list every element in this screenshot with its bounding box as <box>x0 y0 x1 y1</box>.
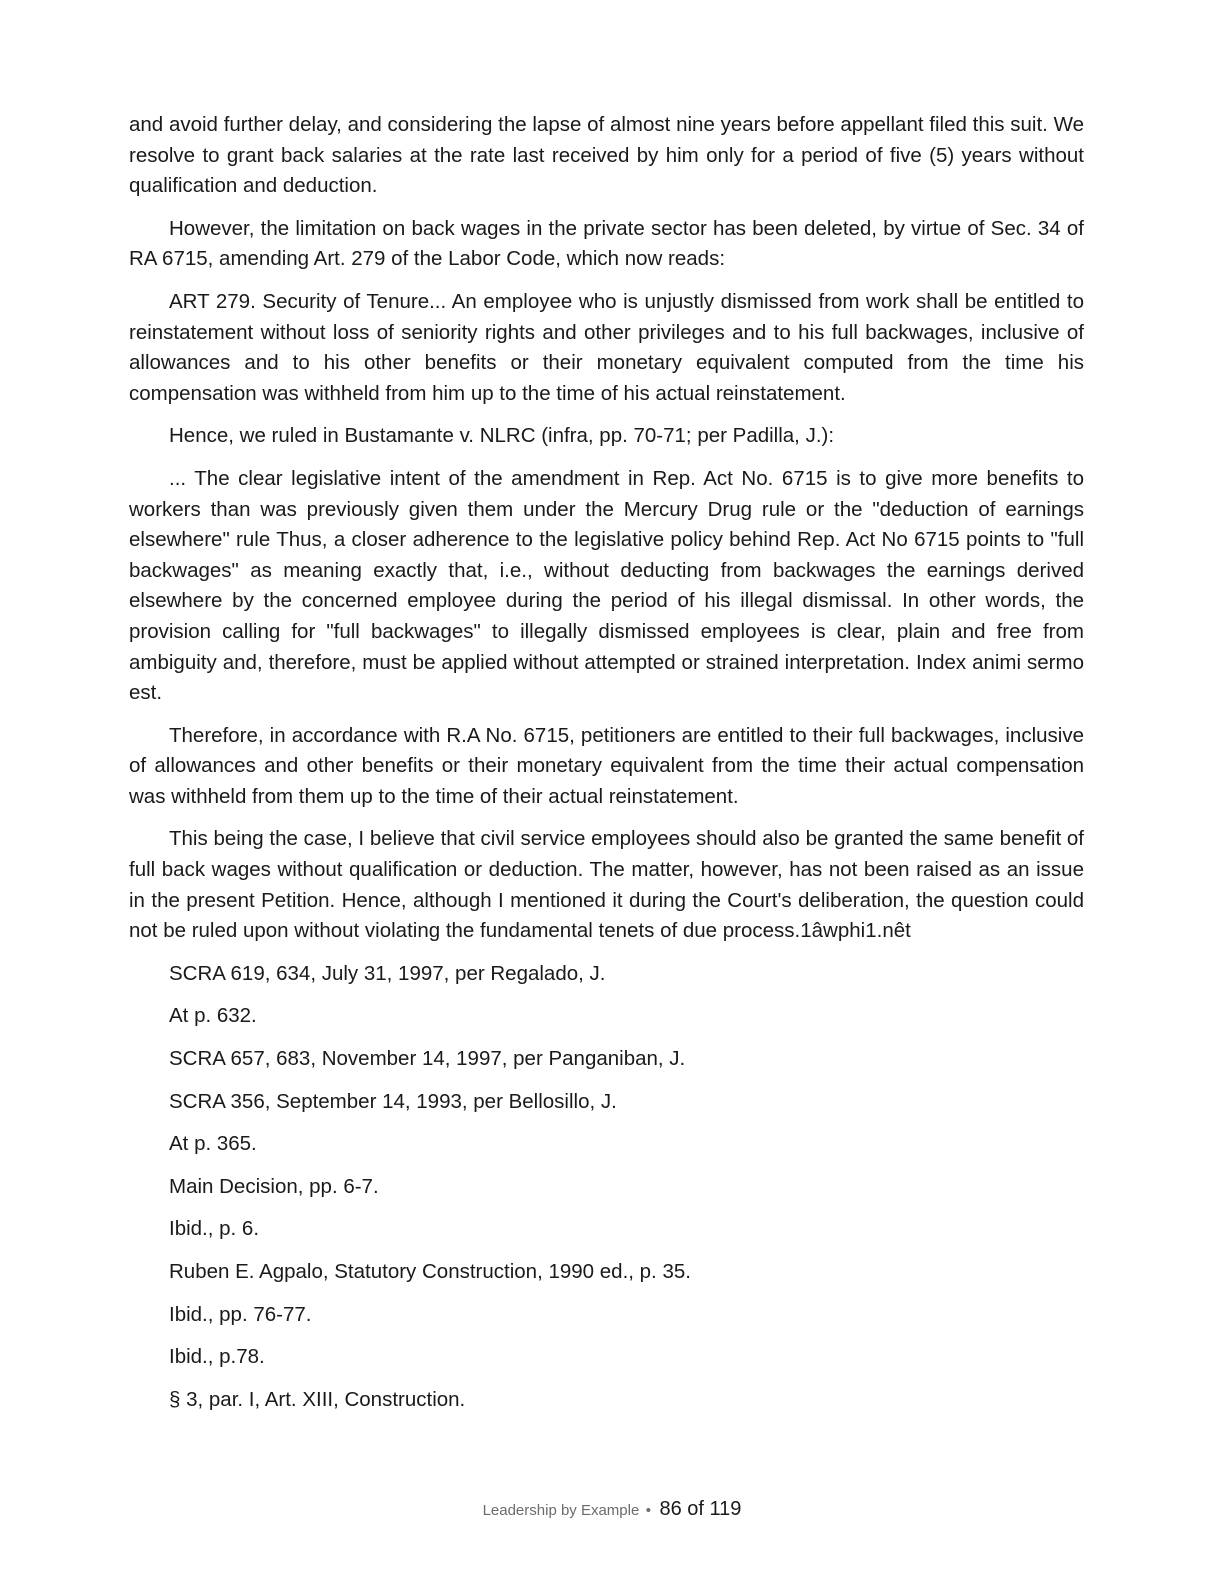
body-paragraph: and avoid further delay, and considering the lapse of almost nine years before appellant filed this suit. We resolve to grant back salaries at the rate last received by him only for a period of five (5) years without qualification and deduction. <box>129 113 1084 198</box>
footnotes-list <box>129 959 1084 1416</box>
footer-bullet: • <box>645 1502 652 1519</box>
quoted-article-paragraph: ART 279. Security of Tenure... An employee who is unjustly dismissed from work shall be entitled to reinstatement without loss of seniority rights and other privileges and to his full backwages, inclusive of allowances and to his other benefits or their monetary equivalent computed from the time his compensation was withheld from him up to the time of his actual reinstatement. <box>129 289 1084 405</box>
footnote-item: At p. 632. <box>169 1004 257 1028</box>
footnote-item: Ruben E. Agpalo, Statutory Construction, 1990 ed., p. 35. <box>169 1260 691 1283</box>
footnote-item: Main Decision, pp. 6-7. <box>169 1174 379 1198</box>
footnote-item: At p. 365. <box>169 1132 257 1156</box>
footnote-item: Ibid., p.78. <box>169 1345 265 1369</box>
footnote-item: Ibid., p. 6. <box>169 1217 260 1241</box>
footnote-item: SCRA 619, 634, July 31, 1997, per Regalado, J. <box>169 961 606 985</box>
body-paragraph: Therefore, in accordance with R.A No. 6715, petitioners are entitled to their full backwages, inclusive of allowances and other benefits or their monetary equivalent from the time their actual compensation was withheld from them up to the time of their actual reinstatement. <box>129 723 1084 808</box>
body-paragraph: However, the limitation on back wages in the private sector has been deleted, by virtue of Sec. 34 of RA 6715, amending Art. 279 of the Labor Code, which now reads: <box>129 216 1084 271</box>
page-footer <box>0 1498 1224 1521</box>
footnote-item: § 3, par. I, Art. XIII, Construction. <box>169 1387 466 1411</box>
footnote-item: SCRA 657, 683, November 14, 1997, per Panganiban, J. <box>169 1047 686 1071</box>
body-paragraph: This being the case, I believe that civil service employees should also be granted the same benefit of full back wages without qualification or deduction. The matter, however, has not been raised as an issue in the present Petition. Hence, although I mentioned it during the Court's deliberation, the question could not be ruled upon without violating the fundamental tenets of due process.1âwphi1.nêt <box>129 827 1084 943</box>
quoted-ruling-paragraph: ... The clear legislative intent of the amendment in Rep. Act No. 6715 is to give more benefits to workers than was previously given them under the Mercury Drug rule or the "deduction of earnings elsewhere" rule Thus, a closer adherence to the legislative policy behind Rep. Act No 6715 points to "full backwages" as meaning exactly that, i.e., without deducting from backwages the earnings derived elsewhere by the concerned employee during the period of his illegal dismissal. In other words, the provision calling for "full backwages" to illegally dismissed employees is clear, plain and free from ambiguity and, therefore, must be applied without attempted or strained interpretation. Index animi sermo est. <box>129 466 1084 705</box>
page-number: 86 of 119 <box>659 1498 742 1520</box>
footnote-item: SCRA 356, September 14, 1993, per Bellosillo, J. <box>169 1089 617 1113</box>
body-paragraph: Hence, we ruled in Bustamante v. NLRC (infra, pp. 70-71; per Padilla, J.): <box>169 424 835 448</box>
document-body <box>129 110 1084 1427</box>
footer-document-title: Leadership by Example <box>482 1502 640 1519</box>
footnote-item: Ibid., pp. 76-77. <box>169 1302 312 1326</box>
